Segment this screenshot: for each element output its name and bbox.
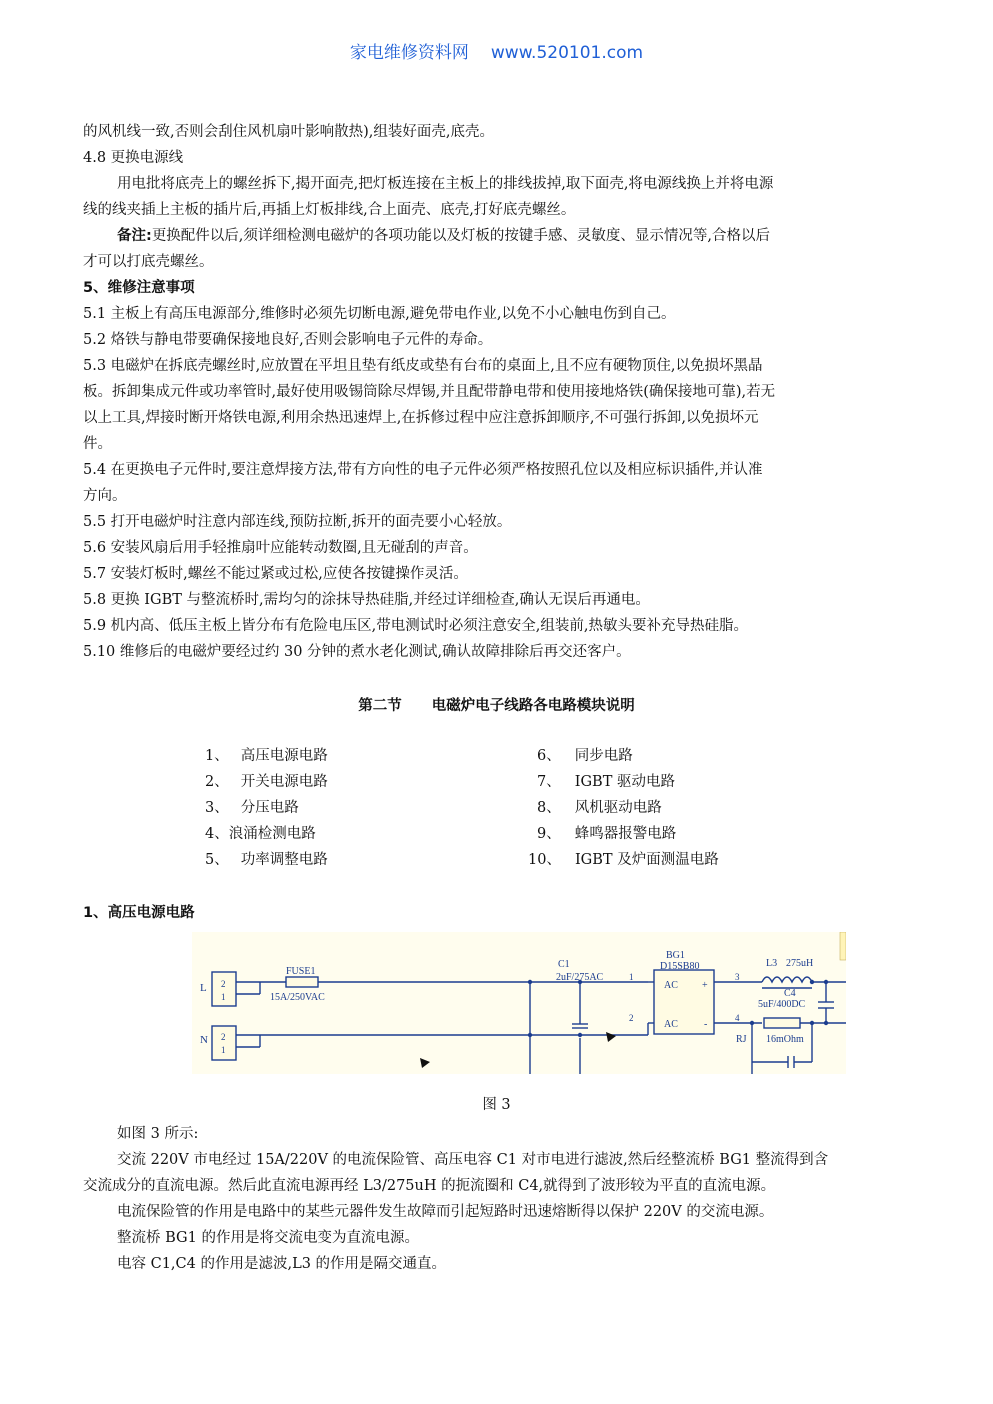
pin-label: 2 — [221, 1032, 226, 1042]
bg1-ac-top: AC — [664, 980, 678, 991]
paragraph-line: 才可以打底壳螺丝。 — [83, 254, 214, 270]
toc-item — [205, 745, 328, 767]
toc-item — [205, 823, 316, 845]
label-l: L — [200, 982, 207, 994]
toc-text: 分压电路 — [240, 800, 299, 816]
toc-num: 1、 — [205, 748, 229, 764]
section5-line: 板。拆卸集成元件或功率管时,最好使用吸锡筒除尽焊锡,并且配带静电带和使用接地烙铁(确保接地可靠),若无 — [83, 384, 776, 400]
pin-label: 2 — [221, 979, 226, 989]
paragraph-line: 线的线夹插上主板的插片后,再插上灯板排线,合上面壳、底壳,打好底壳螺丝。 — [83, 202, 576, 218]
toc-item — [537, 797, 662, 819]
bg1-name: BG1 — [666, 950, 685, 961]
toc-text: 浪涌检测电路 — [228, 826, 316, 842]
section5-line: 5.4 在更换电子元件时,要注意焊接方法,带有方向性的电子元件必须严格按照孔位以及相应标识插件,并认准 — [83, 462, 763, 478]
l3-value: 275uH — [786, 958, 814, 969]
section-title — [0, 694, 993, 715]
toc-item — [537, 823, 676, 845]
section5-line: 5.3 电磁炉在拆底壳螺丝时,应放置在平坦且垫有纸皮或垫有台布的桌面上,且不应有硬物顶住,以免损坏黑晶 — [83, 358, 763, 374]
section5-line: 5.9 机内高、低压主板上皆分布有危险电压区,带电测试时必须注意安全,组装前,热敏头要补充导热硅脂。 — [83, 618, 748, 634]
pin-label: 1 — [221, 1045, 226, 1055]
site-name: 家电维修资料网 — [349, 43, 469, 63]
toc-text: 开关电源电路 — [240, 774, 328, 790]
paragraph-line: 的风机线一致,否则会刮住风机扇叶影响散热),组装好面壳,底壳。 — [83, 124, 494, 140]
toc-num: 3、 — [205, 800, 229, 816]
section5-line: 5.10 维修后的电磁炉要经过约 30 分钟的煮水老化测试,确认故障排除后再交还客户。 — [83, 644, 631, 660]
bg1-pin: 2 — [629, 1013, 634, 1023]
section-title-number: 第二节 — [358, 698, 402, 714]
paragraph-line: 如图 3 所示: — [117, 1126, 199, 1142]
bg1-pin: 1 — [629, 972, 634, 982]
toc-num: 6、 — [537, 748, 561, 764]
toc-text: IGBT 及炉面测温电路 — [574, 852, 719, 868]
paragraph-line: 交流成分的直流电源。然后此直流电源再经 L3/275uH 的扼流圈和 C4,就得到了波形较为平直的直流电源。 — [83, 1178, 776, 1194]
bg1-minus: - — [704, 1019, 708, 1030]
toc-text: 功率调整电路 — [240, 852, 328, 868]
fuse — [286, 977, 318, 987]
toc-item — [205, 849, 328, 871]
paragraph-line: 用电批将底壳上的螺丝拆下,揭开面壳,把灯板连接在主板上的排线拔掉,取下面壳,将电源线换上并将电源 — [117, 176, 774, 192]
paragraph-line: 电容 C1,C4 的作用是滤波,L3 的作用是隔交通直。 — [117, 1256, 447, 1272]
toc-item — [205, 797, 299, 819]
figure-caption: 图 3 — [482, 1097, 511, 1113]
note-text: 更换配件以后,须详细检测电磁炉的各项功能以及灯板的按键手感、灵敏度、显示情况等,合格以后 — [151, 228, 771, 244]
toc-num: 9、 — [537, 826, 561, 842]
section5-line: 方向。 — [83, 488, 127, 504]
toc-num: 7、 — [537, 774, 561, 790]
section5-line: 5.8 更换 IGBT 与整流桥时,需均匀的涂抹导热硅脂,并经过详细检查,确认无误后再通电。 — [83, 592, 650, 608]
section-4-8-heading: 4.8 更换电源线 — [83, 150, 184, 166]
bg1-pin: 4 — [735, 1013, 740, 1023]
section-5-heading: 5、维修注意事项 — [83, 280, 195, 296]
toc-num: 5、 — [205, 852, 229, 868]
section5-line: 5.7 安装灯板时,螺丝不能过紧或过松,应使各按键操作灵活。 — [83, 566, 468, 582]
high-voltage-schematic — [192, 932, 846, 1074]
toc-num: 4、 — [205, 826, 229, 842]
page-header — [0, 38, 993, 63]
section-title-text: 电磁炉电子线路各电路模块说明 — [431, 698, 635, 714]
toc-text: 高压电源电路 — [240, 748, 328, 764]
note-label: 备注: — [117, 228, 152, 244]
section5-line: 5.1 主板上有高压电源部分,维修时必须先切断电源,避免带电作业,以免不小心触电伤到自己。 — [83, 306, 676, 322]
section5-line: 5.2 烙铁与静电带要确保接地良好,否则会影响电子元件的寿命。 — [83, 332, 493, 348]
toc-num: 8、 — [537, 800, 561, 816]
site-url[interactable]: www.520101.com — [490, 43, 644, 63]
label-n: N — [200, 1034, 208, 1046]
toc-item — [537, 745, 633, 767]
l3-name: L3 — [766, 958, 778, 969]
toc-text: 风机驱动电路 — [574, 800, 662, 816]
c4-value: 5uF/400DC — [758, 999, 806, 1010]
toc-num: 10、 — [528, 852, 561, 868]
c1-name: C1 — [558, 959, 570, 970]
note-line — [117, 225, 957, 247]
bg1-part: D15SB80 — [660, 961, 700, 972]
toc-item — [205, 771, 328, 793]
bg1-ac-bottom: AC — [664, 1019, 678, 1030]
toc-num: 2、 — [205, 774, 229, 790]
toc-text: 蜂鸣器报警电路 — [574, 826, 677, 842]
fuse-rating: 15A/250VAC — [270, 992, 325, 1003]
paragraph-line: 整流桥 BG1 的作用是将交流电变为直流电源。 — [117, 1230, 419, 1246]
pin-label: 1 — [221, 992, 226, 1002]
fuse-name: FUSE1 — [286, 966, 316, 977]
c1-value: 2uF/275AC — [556, 972, 604, 983]
toc-text: IGBT 驱动电路 — [574, 774, 675, 790]
toc-item — [537, 771, 675, 793]
c4-name: C4 — [784, 988, 796, 999]
toc-item — [528, 849, 719, 871]
rj-name: RJ — [736, 1034, 747, 1045]
section5-line: 5.5 打开电磁炉时注意内部连线,预防拉断,拆开的面壳要小心轻放。 — [83, 514, 512, 530]
section5-line: 件。 — [83, 436, 112, 452]
subsection-1-heading: 1、高压电源电路 — [83, 905, 195, 921]
paragraph-line: 交流 220V 市电经过 15A/220V 的电流保险管、高压电容 C1 对市电进行滤波,然后经整流桥 BG1 整流得到含 — [117, 1152, 829, 1168]
bg1-plus: + — [702, 980, 708, 991]
section5-line: 以上工具,焊接时断开烙铁电源,利用余热迅速焊上,在拆修过程中应注意拆卸顺序,不可强行拆卸,以免损坏元 — [83, 410, 759, 426]
rj-value: 16mOhm — [766, 1034, 804, 1045]
bg1-pin: 3 — [735, 972, 740, 982]
resistor-rj — [764, 1018, 800, 1028]
section5-line: 5.6 安装风扇后用手轻推扇叶应能转动数圈,且无碰刮的声音。 — [83, 540, 478, 556]
paragraph-line: 电流保险管的作用是电路中的某些元器件发生故障而引起短路时迅速熔断得以保护 220V 的交流电源。 — [117, 1204, 774, 1220]
toc-text: 同步电路 — [574, 748, 633, 764]
